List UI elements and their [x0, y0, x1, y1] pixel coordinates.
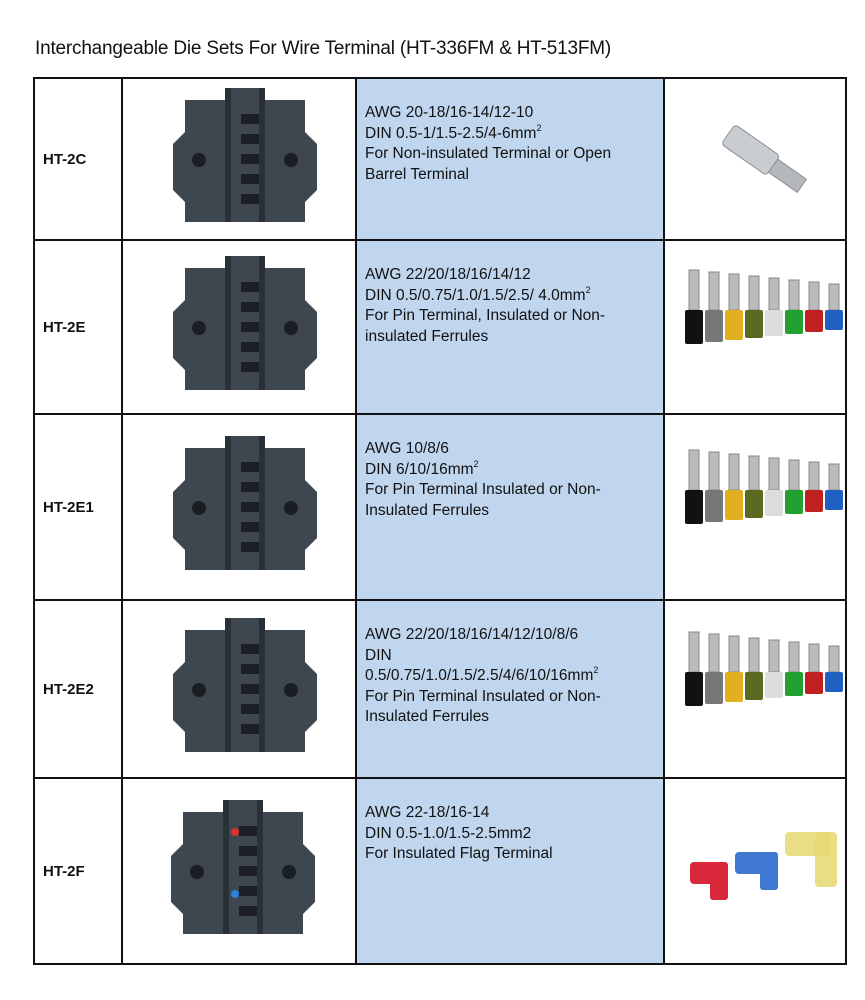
flag-terminals-photo [665, 779, 863, 965]
spec-description [356, 78, 664, 240]
spec-text: AWG 22/20/18/16/14/12/10/8/6 [365, 626, 579, 643]
spec-text: insulated Ferrules [365, 327, 489, 345]
die-set-photo [123, 779, 355, 965]
die-image-cell [122, 240, 356, 414]
spec-line [365, 687, 663, 708]
superscript: 2 [585, 284, 591, 295]
ferrule-terminals-photo [665, 415, 863, 601]
spec-line [365, 144, 663, 165]
spec-line [365, 480, 663, 501]
spec-text: DIN [365, 646, 392, 664]
page-title: Interchangeable Die Sets For Wire Terminal (HT-336FM & HT-513FM) [35, 38, 612, 59]
terminal-image-cell [664, 78, 846, 240]
spec-line [365, 844, 663, 865]
die-sets-table [33, 77, 847, 965]
spec-line [365, 265, 663, 286]
ferrule-terminals-photo [665, 601, 863, 779]
model-label: HT-2E [34, 240, 122, 414]
model-label: HT-2F [34, 778, 122, 964]
spec-description [356, 240, 664, 414]
die-set-photo [123, 415, 355, 601]
spec-description [356, 778, 664, 964]
spec-text: 0.5/0.75/1.0/1.5/2.5/4/6/10/16mm [365, 667, 594, 684]
spec-text: DIN 6/10/16mm [365, 460, 474, 478]
spec-text: For Pin Terminal Insulated or Non- [365, 687, 601, 705]
superscript: 2 [536, 122, 542, 133]
die-image-cell [122, 414, 356, 600]
spec-text: Insulated Ferrules [365, 708, 490, 725]
die-set-photo [123, 601, 355, 779]
spec-line [365, 165, 663, 186]
model-label: HT-2E2 [34, 600, 122, 778]
spec-line [365, 439, 663, 460]
spec-line [365, 707, 663, 728]
superscript: 2 [473, 458, 479, 469]
spec-text: DIN 0.5-1/1.5-2.5/4-6mm [365, 124, 537, 142]
spec-text: For Non-insulated Terminal or Open [365, 145, 612, 162]
spec-text: AWG 22-18/16-14 [365, 804, 490, 821]
spec-line [365, 460, 663, 481]
die-image-cell [122, 78, 356, 240]
table-row [34, 600, 846, 778]
spec-text: For Insulated Flag Terminal [365, 845, 553, 862]
spec-line [365, 824, 663, 845]
spec-line [365, 803, 663, 824]
die-set-photo [123, 79, 355, 241]
spec-line [365, 124, 663, 145]
spec-line [365, 625, 663, 646]
spec-text: DIN 0.5/0.75/1.0/1.5/2.5/ 4.0mm [365, 286, 586, 304]
die-set-photo [123, 241, 355, 415]
die-image-cell [122, 778, 356, 964]
spec-description [356, 414, 664, 600]
spec-text: AWG 22/20/18/16/14/12 [365, 266, 531, 283]
spec-text: Barrel Terminal [365, 165, 469, 183]
table-row [34, 240, 846, 414]
ferrule-terminals-photo [665, 241, 863, 415]
spec-text: For Pin Terminal, Insulated or Non- [365, 307, 606, 324]
spec-text: Insulated Ferrules [365, 501, 490, 519]
spec-text: AWG 10/8/6 [365, 440, 449, 457]
spec-description [356, 600, 664, 778]
terminal-image-cell [664, 414, 846, 600]
table-row [34, 778, 846, 964]
die-image-cell [122, 600, 356, 778]
spec-line [365, 286, 663, 307]
model-label: HT-2C [34, 78, 122, 240]
spec-line [365, 306, 663, 327]
terminal-image-cell [664, 600, 846, 778]
open-barrel-terminal-photo [665, 79, 863, 241]
superscript: 2 [593, 665, 599, 675]
spec-line [365, 501, 663, 522]
spec-line [365, 103, 663, 124]
terminal-image-cell [664, 240, 846, 414]
spec-line [365, 646, 663, 667]
table-row [34, 414, 846, 600]
spec-text: For Pin Terminal Insulated or Non- [365, 481, 601, 498]
model-label: HT-2E1 [34, 414, 122, 600]
table-row [34, 78, 846, 240]
spec-line [365, 327, 663, 348]
spec-line [365, 666, 663, 687]
spec-text: AWG 20-18/16-14/12-10 [365, 104, 534, 121]
spec-text: DIN 0.5-1.0/1.5-2.5mm2 [365, 824, 532, 842]
terminal-image-cell [664, 778, 846, 964]
